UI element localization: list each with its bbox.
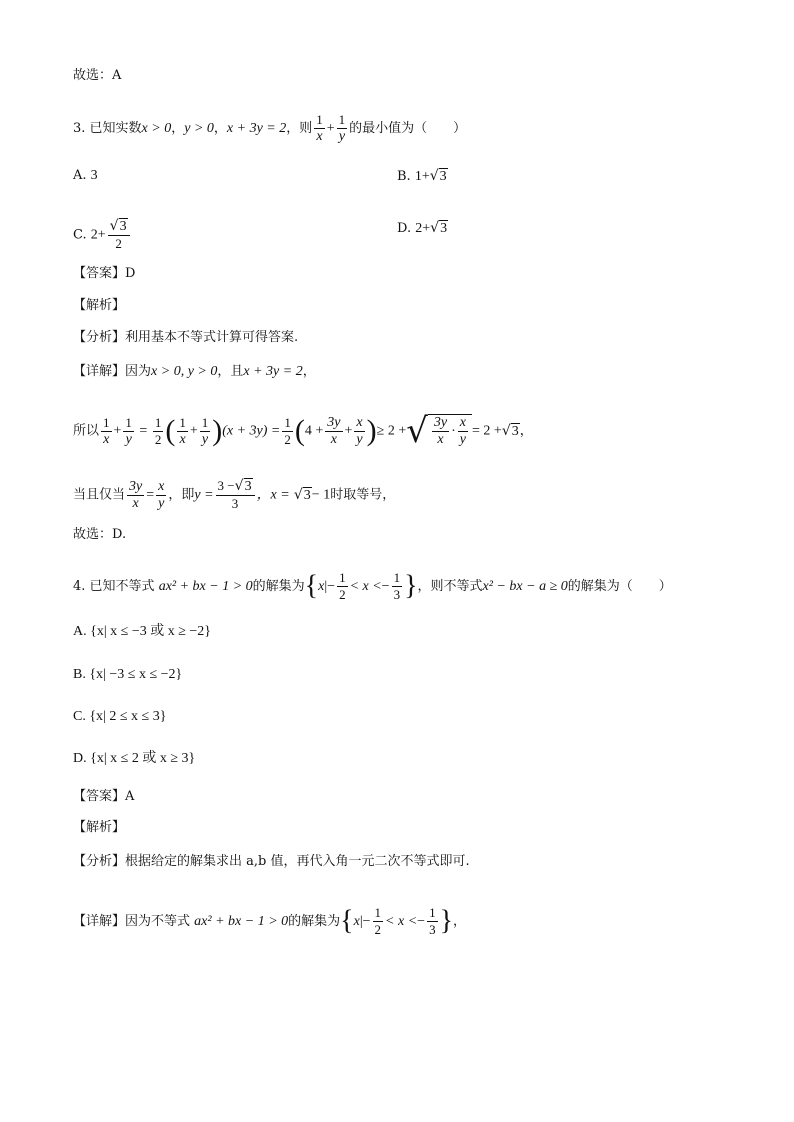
- q4-stem: 4. 已知不等式 ax² + bx − 1 > 0的解集为{x|− $\frac{1}{2}$ < x <− $\frac{1}{3}$ }，则不等式x² − bx − a ≥ 0的解集为（ ）: [73, 570, 672, 602]
- q4-option-b: B. {x| −3 ≤ x ≤ −2}: [73, 667, 183, 682]
- q3-cond-x: x > 0: [141, 121, 172, 136]
- q3-detail: 【详解】因为x > 0, y > 0，且x + 3y = 2，: [73, 364, 316, 379]
- q3-option-d: D. 2+√3: [397, 220, 448, 236]
- plus: +: [326, 121, 335, 136]
- q3-cond-y: y > 0: [184, 121, 214, 136]
- q3-option-a: A. 3: [73, 168, 98, 183]
- q3-equality-condition: 当且仅当 $\frac{3y}{x}$ = $\frac{x}{y}$ ，即y = $\frac{3 -√3}{3}$ ，x = √3− 1时取等号，: [73, 478, 396, 511]
- q2-final-answer: 故选：A: [73, 68, 122, 83]
- frac-1-over-y: $\frac{1}{y}$: [338, 112, 346, 144]
- sep: ，则: [286, 121, 313, 136]
- q3-final: 故选：D.: [73, 527, 127, 542]
- q3-fenxi: 【分析】利用基本不等式计算可得答案.: [73, 330, 299, 345]
- q3-main-equation: 所以 $\frac{1}{x}$ + $\frac{1}{y}$ = $\frac{1}{2}$ ( $\frac{1}{x}$ + $\frac{1}{y}$ )(x + 3y) = $\frac{1}{2}$ (4 + $\frac{3y}{x}$ + $\frac{x}{y}$ )≥ 2 + √ $\frac{3y}{x}$ · $\frac{x}{y}$ = 2 +√3，: [73, 411, 533, 451]
- q3-constraint: x + 3y = 2: [226, 121, 287, 136]
- q3-answer: 【答案】D: [73, 266, 136, 281]
- q4-option-d: D. {x| x ≤ 2 或 x ≥ 3}: [73, 751, 196, 766]
- q4-analysis-tag: 【解析】: [73, 820, 126, 835]
- q4-option-a: A. {x| x ≤ −3 或 x ≥ −2}: [73, 624, 212, 639]
- q3-analysis-tag: 【解析】: [73, 298, 126, 313]
- q4-option-c: C. {x| 2 ≤ x ≤ 3}: [73, 709, 167, 724]
- q4-fenxi: 【分析】根据给定的解集求出 a,b 值，再代入角一元二次不等式即可.: [73, 854, 470, 869]
- q3-stem: [73, 112, 466, 145]
- q4-answer: 【答案】A: [73, 789, 135, 804]
- sep: ，: [171, 121, 185, 136]
- frac-1-over-x: $\frac{1}{x}$: [316, 112, 323, 144]
- q3-stem-prefix: 3. 已知实数: [73, 121, 142, 136]
- frac-sqrt3-over-2: $\frac{√3}{2}$: [108, 218, 130, 252]
- sep: ，: [213, 121, 227, 136]
- q3-option-b: B. 1+√3: [397, 168, 447, 184]
- q3-option-c: C. 2+ $\frac{√3}{2}$: [73, 218, 132, 252]
- q3-stem-suffix: 的最小值为（ ）: [349, 121, 467, 136]
- q4-detail: 【详解】因为不等式 ax² + bx − 1 > 0的解集为{x|− $\frac{1}{2}$ < x <− $\frac{1}{3}$ }，: [73, 905, 467, 937]
